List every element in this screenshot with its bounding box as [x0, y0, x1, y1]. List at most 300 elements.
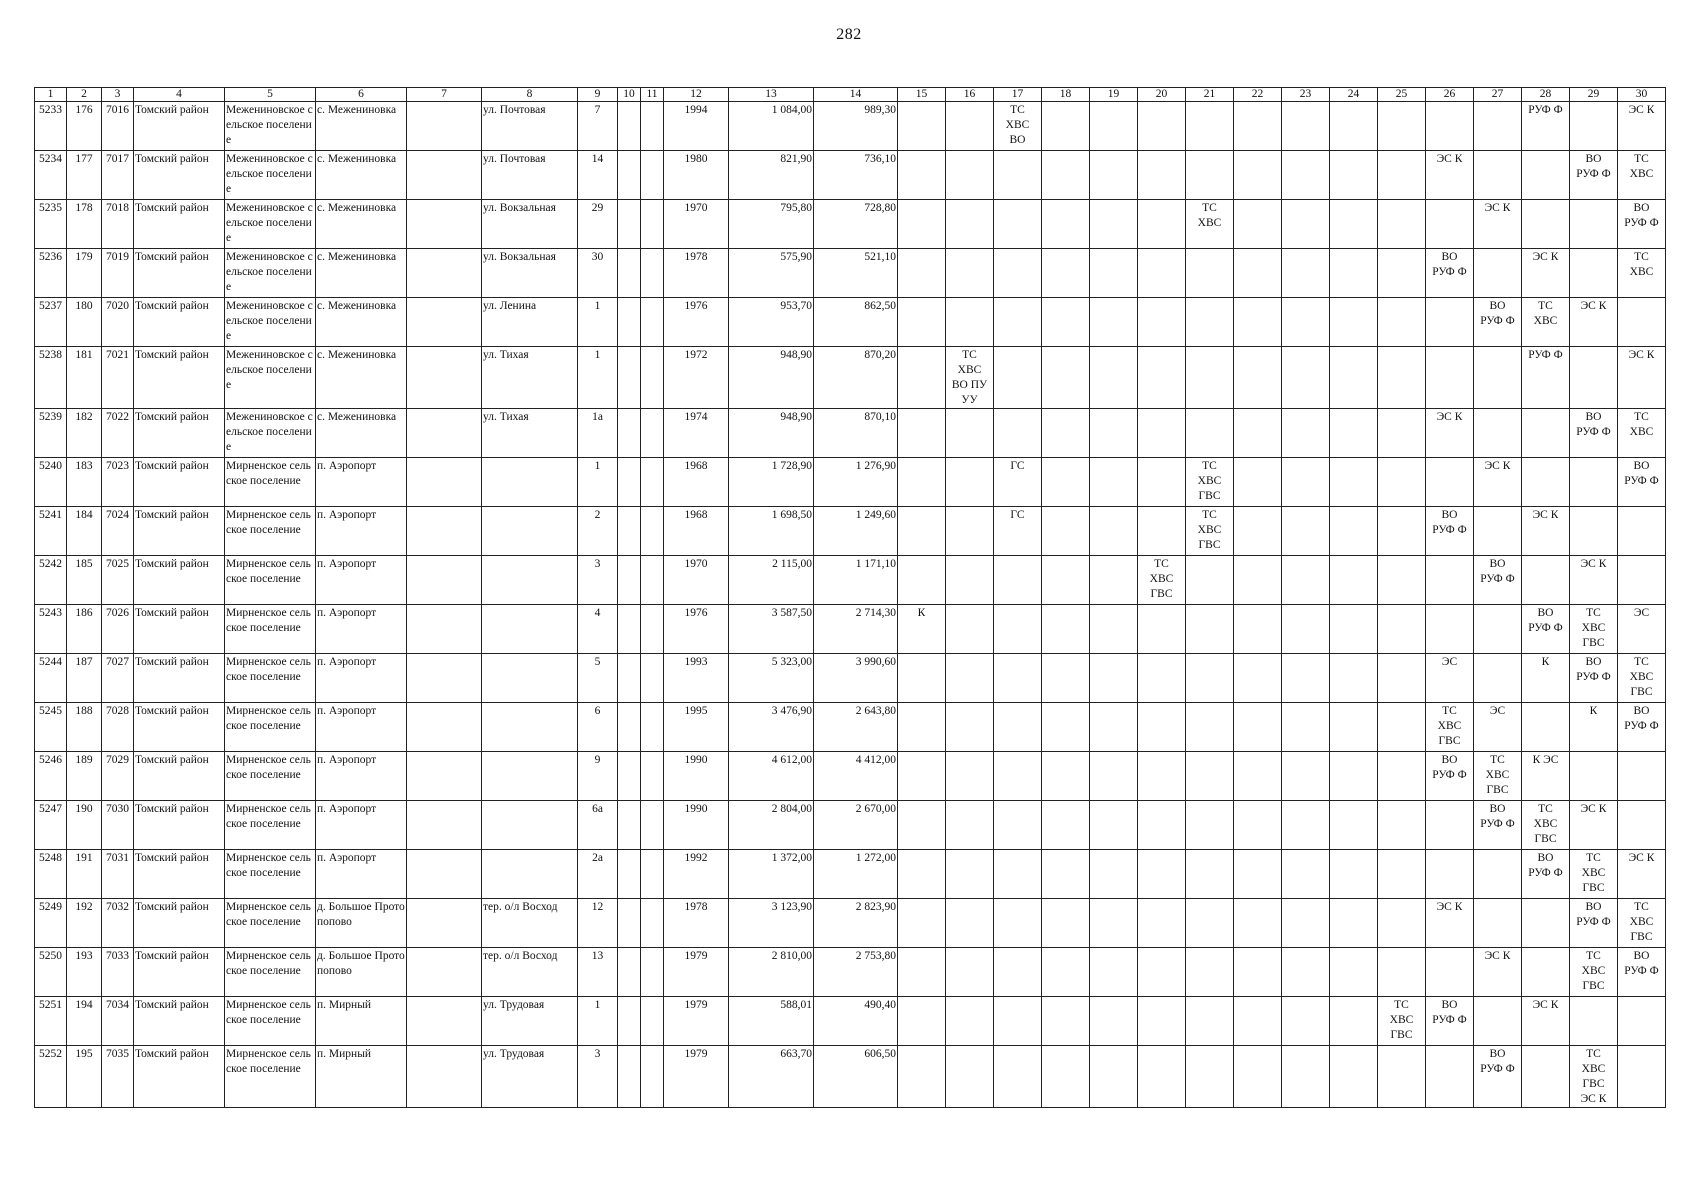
table-cell: [1522, 151, 1570, 200]
table-cell: ул. Тихая: [482, 347, 578, 409]
table-cell: Межениновское сельское поселение: [225, 249, 316, 298]
table-cell: [1330, 703, 1378, 752]
table-cell: [1186, 899, 1234, 948]
table-cell: [1042, 298, 1090, 347]
table-cell: [1522, 948, 1570, 997]
table-cell: [407, 801, 482, 850]
table-cell: Томский район: [134, 102, 225, 151]
table-cell: [1330, 1046, 1378, 1108]
table-cell: Томский район: [134, 1046, 225, 1108]
table-cell: ВО РУФ Ф: [1570, 654, 1618, 703]
table-cell: Мирненское сельское поселение: [225, 850, 316, 899]
table-cell: [1282, 1046, 1330, 1108]
table-cell: [946, 249, 994, 298]
table-cell: [1618, 556, 1666, 605]
table-cell: ЭС К: [1522, 249, 1570, 298]
table-cell: [1090, 102, 1138, 151]
table-cell: [1042, 948, 1090, 997]
table-cell: [1090, 850, 1138, 899]
table-cell: Томский район: [134, 200, 225, 249]
table-cell: [1618, 997, 1666, 1046]
table-cell: [1426, 605, 1474, 654]
table-cell: [1378, 948, 1426, 997]
housing-register-table: [34, 87, 1666, 1108]
table-cell: 3: [578, 556, 618, 605]
table-cell: [946, 605, 994, 654]
table-cell: [1042, 654, 1090, 703]
table-cell: Мирненское сельское поселение: [225, 507, 316, 556]
table-cell: ВО РУФ Ф: [1474, 1046, 1522, 1108]
table-cell: Межениновское сельское поселение: [225, 102, 316, 151]
table-cell: ЭС К: [1426, 151, 1474, 200]
table-cell: [1426, 347, 1474, 409]
table-cell: [1618, 507, 1666, 556]
table-cell: [1282, 249, 1330, 298]
table-cell: [1474, 997, 1522, 1046]
table-cell: 7027: [102, 654, 134, 703]
table-cell: ТС ХВС ГВС: [1186, 458, 1234, 507]
table-cell: [1042, 605, 1090, 654]
table-cell: [407, 948, 482, 997]
table-cell: [898, 654, 946, 703]
table-cell: [1330, 899, 1378, 948]
table-cell: ВО РУФ Ф: [1522, 850, 1570, 899]
table-cell: [1474, 102, 1522, 151]
table-cell: ТС ХВС ГВС: [1618, 654, 1666, 703]
table-cell: ТС ХВС ГВС: [1522, 801, 1570, 850]
table-cell: [618, 850, 641, 899]
table-row: [35, 298, 1666, 347]
table-cell: [1426, 200, 1474, 249]
table-cell: Томский район: [134, 458, 225, 507]
table-cell: 7024: [102, 507, 134, 556]
table-cell: [1378, 102, 1426, 151]
table-cell: Мирненское сельское поселение: [225, 801, 316, 850]
table-row: [35, 102, 1666, 151]
table-cell: ЭС К: [1474, 948, 1522, 997]
table-cell: 1978: [664, 899, 729, 948]
table-cell: [1378, 507, 1426, 556]
table-cell: [946, 556, 994, 605]
table-cell: [946, 102, 994, 151]
table-cell: [1234, 948, 1282, 997]
table-cell: [641, 249, 664, 298]
table-cell: 521,10: [814, 249, 898, 298]
column-header: 6: [316, 88, 407, 102]
table-cell: Томский район: [134, 801, 225, 850]
table-cell: 13: [578, 948, 618, 997]
table-cell: [1234, 347, 1282, 409]
table-cell: [1570, 102, 1618, 151]
table-cell: 2 804,00: [729, 801, 814, 850]
table-cell: 1980: [664, 151, 729, 200]
column-header: 3: [102, 88, 134, 102]
table-cell: ЭС К: [1474, 458, 1522, 507]
table-cell: с. Межениновка: [316, 200, 407, 249]
table-cell: [994, 801, 1042, 850]
table-cell: [1282, 801, 1330, 850]
table-cell: 2 643,80: [814, 703, 898, 752]
table-cell: 5236: [35, 249, 67, 298]
table-cell: [1234, 703, 1282, 752]
table-cell: [946, 850, 994, 899]
table-cell: [898, 507, 946, 556]
table-cell: ВО РУФ Ф: [1618, 948, 1666, 997]
table-cell: 4 412,00: [814, 752, 898, 801]
table-cell: 30: [578, 249, 618, 298]
table-cell: 663,70: [729, 1046, 814, 1108]
table-cell: [1138, 249, 1186, 298]
table-cell: [618, 801, 641, 850]
table-cell: ЭС К: [1474, 200, 1522, 249]
table-cell: 187: [67, 654, 102, 703]
table-cell: [1330, 249, 1378, 298]
table-cell: [946, 298, 994, 347]
table-cell: 193: [67, 948, 102, 997]
table-cell: [946, 948, 994, 997]
table-cell: 7034: [102, 997, 134, 1046]
table-cell: 5241: [35, 507, 67, 556]
table-cell: [1570, 249, 1618, 298]
table-cell: 989,30: [814, 102, 898, 151]
table-cell: [946, 997, 994, 1046]
table-cell: [1378, 752, 1426, 801]
table-cell: [1426, 102, 1474, 151]
table-cell: [1042, 556, 1090, 605]
table-cell: п. Аэропорт: [316, 752, 407, 801]
table-cell: [1426, 948, 1474, 997]
table-cell: [1138, 850, 1186, 899]
table-cell: 5245: [35, 703, 67, 752]
table-cell: [1426, 458, 1474, 507]
table-cell: [1042, 249, 1090, 298]
table-cell: [618, 507, 641, 556]
table-cell: [1282, 850, 1330, 899]
table-cell: ул. Вокзальная: [482, 200, 578, 249]
table-cell: ТС ХВС: [1522, 298, 1570, 347]
table-cell: [618, 347, 641, 409]
table-cell: [994, 752, 1042, 801]
table-cell: [1090, 654, 1138, 703]
table-cell: 5247: [35, 801, 67, 850]
table-cell: [1090, 703, 1138, 752]
table-cell: [641, 507, 664, 556]
table-cell: [1042, 703, 1090, 752]
table-cell: [1330, 654, 1378, 703]
table-cell: [482, 507, 578, 556]
table-body: [35, 102, 1666, 1108]
table-cell: [1378, 654, 1426, 703]
table-cell: [1090, 899, 1138, 948]
table-cell: ЭС: [1618, 605, 1666, 654]
table-cell: [407, 752, 482, 801]
table-cell: 2а: [578, 850, 618, 899]
table-cell: [618, 997, 641, 1046]
table-cell: [641, 899, 664, 948]
table-cell: [1378, 703, 1426, 752]
table-cell: 575,90: [729, 249, 814, 298]
table-cell: [946, 151, 994, 200]
table-cell: [1330, 409, 1378, 458]
table-cell: ВО РУФ Ф: [1618, 200, 1666, 249]
table-cell: [1234, 752, 1282, 801]
table-cell: [618, 948, 641, 997]
table-cell: ГС: [994, 507, 1042, 556]
table-cell: ул. Трудовая: [482, 997, 578, 1046]
table-cell: 14: [578, 151, 618, 200]
table-cell: Мирненское сельское поселение: [225, 948, 316, 997]
table-cell: 3 476,90: [729, 703, 814, 752]
column-header: 18: [1042, 88, 1090, 102]
table-cell: [1330, 850, 1378, 899]
table-cell: [898, 298, 946, 347]
table-cell: [1042, 102, 1090, 151]
column-header: 1: [35, 88, 67, 102]
column-header: 10: [618, 88, 641, 102]
table-cell: [1090, 556, 1138, 605]
table-cell: [1090, 298, 1138, 347]
table-cell: [1090, 507, 1138, 556]
table-cell: 12: [578, 899, 618, 948]
table-cell: [407, 703, 482, 752]
table-cell: [1330, 102, 1378, 151]
column-header: 8: [482, 88, 578, 102]
table-cell: 29: [578, 200, 618, 249]
table-cell: Томский район: [134, 703, 225, 752]
table-cell: [1090, 948, 1138, 997]
table-cell: [1330, 298, 1378, 347]
table-cell: [641, 556, 664, 605]
table-cell: [641, 1046, 664, 1108]
table-cell: 7026: [102, 605, 134, 654]
table-cell: [898, 249, 946, 298]
table-cell: [1426, 850, 1474, 899]
table-cell: [1186, 801, 1234, 850]
table-cell: ул. Тихая: [482, 409, 578, 458]
table-cell: Мирненское сельское поселение: [225, 997, 316, 1046]
table-cell: 5249: [35, 899, 67, 948]
table-cell: [641, 948, 664, 997]
table-cell: 186: [67, 605, 102, 654]
table-cell: Томский район: [134, 347, 225, 409]
table-cell: [1282, 151, 1330, 200]
table-cell: Мирненское сельское поселение: [225, 605, 316, 654]
table-cell: 181: [67, 347, 102, 409]
table-cell: 192: [67, 899, 102, 948]
table-cell: [1042, 347, 1090, 409]
table-cell: 1 372,00: [729, 850, 814, 899]
table-cell: [641, 102, 664, 151]
table-cell: Томский район: [134, 948, 225, 997]
table-cell: 5239: [35, 409, 67, 458]
table-cell: [1378, 347, 1426, 409]
table-cell: [1474, 409, 1522, 458]
table-cell: ВО РУФ Ф: [1570, 151, 1618, 200]
table-cell: [618, 1046, 641, 1108]
table-cell: [407, 605, 482, 654]
table-cell: [1378, 556, 1426, 605]
table-cell: [1138, 458, 1186, 507]
table-cell: [1378, 298, 1426, 347]
table-cell: Томский район: [134, 556, 225, 605]
table-cell: [407, 151, 482, 200]
table-cell: [1138, 347, 1186, 409]
table-cell: ЭС: [1426, 654, 1474, 703]
table-cell: [898, 102, 946, 151]
table-cell: [1186, 409, 1234, 458]
table-row: [35, 948, 1666, 997]
table-cell: с. Межениновка: [316, 298, 407, 347]
table-cell: [1234, 102, 1282, 151]
table-row: [35, 249, 1666, 298]
table-cell: 1976: [664, 298, 729, 347]
table-cell: 188: [67, 703, 102, 752]
table-cell: [1570, 458, 1618, 507]
column-header: 14: [814, 88, 898, 102]
table-cell: 5248: [35, 850, 67, 899]
table-cell: [1330, 948, 1378, 997]
table-cell: [1090, 997, 1138, 1046]
table-cell: ТС ХВС: [1618, 151, 1666, 200]
table-cell: 5242: [35, 556, 67, 605]
table-cell: ЭС К: [1570, 298, 1618, 347]
table-cell: Межениновское сельское поселение: [225, 347, 316, 409]
table-cell: [1474, 507, 1522, 556]
column-header: 30: [1618, 88, 1666, 102]
table-cell: [641, 654, 664, 703]
table-cell: 2 115,00: [729, 556, 814, 605]
table-cell: с. Межениновка: [316, 409, 407, 458]
table-cell: [1090, 1046, 1138, 1108]
table-cell: [1282, 605, 1330, 654]
table-cell: [1042, 458, 1090, 507]
column-header: 16: [946, 88, 994, 102]
column-header: 21: [1186, 88, 1234, 102]
table-cell: [1618, 298, 1666, 347]
table-cell: [1138, 409, 1186, 458]
table-cell: 178: [67, 200, 102, 249]
table-cell: [1138, 507, 1186, 556]
table-cell: [1378, 801, 1426, 850]
table-cell: [618, 298, 641, 347]
column-header: 4: [134, 88, 225, 102]
table-cell: [898, 458, 946, 507]
table-cell: [1474, 347, 1522, 409]
table-cell: Мирненское сельское поселение: [225, 703, 316, 752]
table-cell: 736,10: [814, 151, 898, 200]
table-cell: [1282, 654, 1330, 703]
table-cell: 5238: [35, 347, 67, 409]
table-cell: 1994: [664, 102, 729, 151]
table-cell: 1968: [664, 458, 729, 507]
table-cell: [641, 997, 664, 1046]
table-cell: [1618, 1046, 1666, 1108]
table-cell: [1282, 102, 1330, 151]
table-cell: с. Межениновка: [316, 347, 407, 409]
table-cell: 1993: [664, 654, 729, 703]
table-cell: [1234, 151, 1282, 200]
table-cell: [1138, 801, 1186, 850]
column-header: 28: [1522, 88, 1570, 102]
table-cell: [1234, 654, 1282, 703]
table-cell: ЭС: [1474, 703, 1522, 752]
table-cell: [994, 948, 1042, 997]
column-number-header-row: [35, 88, 1666, 102]
table-cell: ВО РУФ Ф: [1618, 458, 1666, 507]
table-cell: [1474, 605, 1522, 654]
table-cell: 7: [578, 102, 618, 151]
table-cell: [1138, 298, 1186, 347]
table-cell: 3: [578, 1046, 618, 1108]
table-cell: ВО РУФ Ф: [1474, 801, 1522, 850]
table-cell: [1522, 899, 1570, 948]
table-cell: 1979: [664, 1046, 729, 1108]
table-cell: 1995: [664, 703, 729, 752]
table-cell: [994, 899, 1042, 948]
table-cell: [641, 752, 664, 801]
table-cell: ТС ХВС ГВС: [1378, 997, 1426, 1046]
column-header: 11: [641, 88, 664, 102]
table-cell: [1186, 752, 1234, 801]
table-cell: [482, 458, 578, 507]
table-row: [35, 997, 1666, 1046]
table-cell: 7022: [102, 409, 134, 458]
table-cell: Межениновское сельское поселение: [225, 409, 316, 458]
table-cell: [1330, 556, 1378, 605]
table-cell: 1: [578, 997, 618, 1046]
table-cell: 190: [67, 801, 102, 850]
table-cell: п. Аэропорт: [316, 654, 407, 703]
table-cell: [1234, 249, 1282, 298]
table-cell: Мирненское сельское поселение: [225, 556, 316, 605]
table-cell: ЭС К: [1522, 507, 1570, 556]
table-cell: Мирненское сельское поселение: [225, 752, 316, 801]
table-cell: ул. Почтовая: [482, 102, 578, 151]
table-cell: [1618, 801, 1666, 850]
table-cell: [1282, 899, 1330, 948]
table-row: [35, 507, 1666, 556]
table-cell: [618, 458, 641, 507]
table-cell: [1378, 151, 1426, 200]
table-cell: ВО РУФ Ф: [1522, 605, 1570, 654]
table-cell: ТС ХВС ВО: [994, 102, 1042, 151]
table-cell: 176: [67, 102, 102, 151]
table-cell: [1186, 556, 1234, 605]
table-cell: [1282, 556, 1330, 605]
table-cell: [946, 752, 994, 801]
column-header: 12: [664, 88, 729, 102]
table-cell: 7017: [102, 151, 134, 200]
table-cell: [1234, 997, 1282, 1046]
table-cell: Мирненское сельское поселение: [225, 458, 316, 507]
table-cell: 5: [578, 654, 618, 703]
table-cell: [1090, 605, 1138, 654]
table-cell: [1042, 507, 1090, 556]
table-cell: [1378, 899, 1426, 948]
table-cell: 3 587,50: [729, 605, 814, 654]
table-cell: [1234, 556, 1282, 605]
table-cell: 179: [67, 249, 102, 298]
table-cell: [618, 151, 641, 200]
table-cell: [1234, 850, 1282, 899]
table-cell: [641, 605, 664, 654]
table-cell: Томский район: [134, 997, 225, 1046]
table-cell: [1282, 507, 1330, 556]
table-cell: [1234, 899, 1282, 948]
table-cell: [1282, 347, 1330, 409]
table-cell: [1138, 703, 1186, 752]
table-cell: 177: [67, 151, 102, 200]
